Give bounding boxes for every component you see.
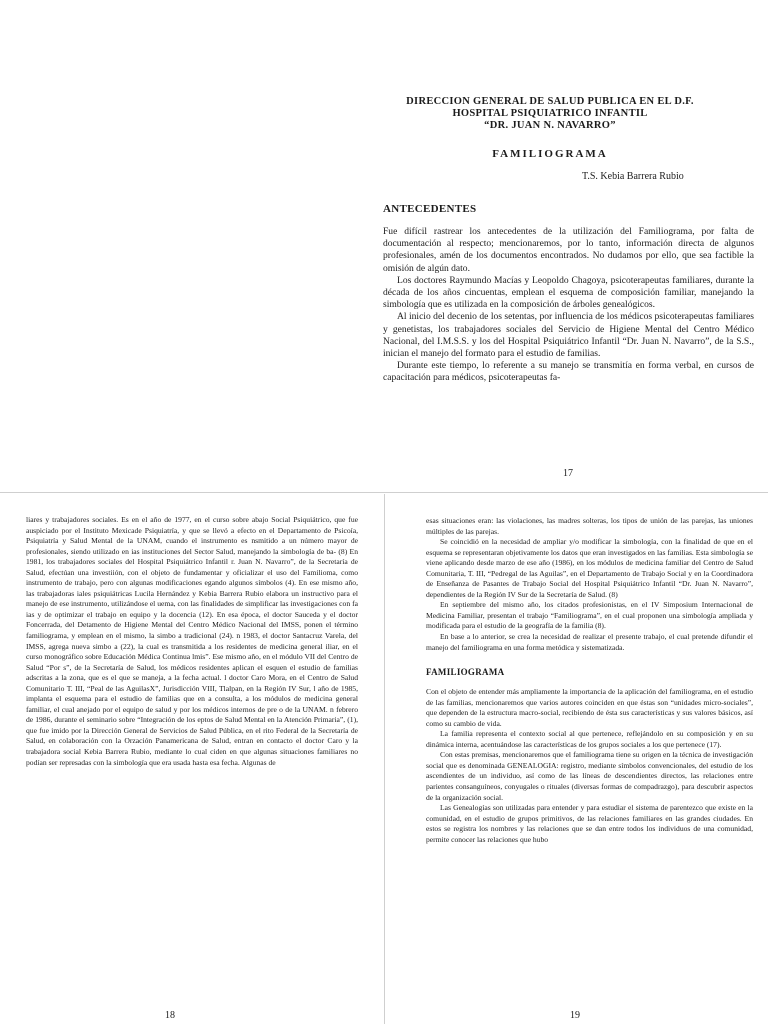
institution-header [360,96,740,132]
paragraph: Fue difícil rastrear los antecedentes de la utilización del Familiograma, por falta de documentación al respecto; mencionaremos, por lo tanto, información directa de algunos profesionales, amén de los documentos encontrados. No dudamos por ello, que sea factible la omisión de algún dato. [383,226,754,274]
antecedentes-body [383,226,754,385]
page-17 [0,0,768,490]
page-seam-horizontal [0,492,768,493]
header-line: HOSPITAL PSIQUIATRICO INFANTIL [452,108,648,119]
paragraph: En septiembre del mismo año, los citados profesionistas, en el IV Simposium Internacional de Medicina Familiar, presentan el trabajo “Familiograma”, en el cual proponen una simbología ampliada y modificada para el estudio de la geografía de la familia (8). [426,600,753,631]
page-number: 18 [165,1010,175,1021]
page-number: 17 [563,468,573,479]
paragraph: Las Genealogías son utilizadas para entender y para estudiar el sistema de parentezco que existe en la comunidad, en el estudio de grupos primitivos, de las relaciones familiares en las grandes ciudades. En estos se registra los nombres y las relaciones que se dan entre todos los individuos de una comunidad, permite conocer las relaciones que hubo [426,803,753,844]
document-title: FAMILIOGRAMA [492,148,608,160]
paragraph: Con el objeto de entender más ampliamente la importancia de la aplicación del familiograma, en el estudio de las familias, mencionaremos que varios autores coinciden en que éstas son “unidades micro-sociales”, que dependen de la estructura macro-social, recibiendo de ésta sus características y sus valores básicos, así como su cambio de vida. [426,687,753,728]
paragraph: Durante este tiempo, lo referente a su manejo se transmitía en forma verbal, en cursos de capacitación para médicos, psicoterapeutas fa- [383,360,754,384]
page-18 [0,494,384,1024]
section-heading-antecedentes: ANTECEDENTES [383,203,477,215]
page-19 [385,494,768,1024]
paragraph: En base a lo anterior, se crea la necesidad de realizar el presente trabajo, el cual pretende difundir el manejo del familiograma en una forma metódica y sistematizada. [426,632,753,652]
page-18-text: liares y trabajadores sociales. Es en el año de 1977, en el curso sobre abajo Social Psiquiátrico, que fue auspiciado por el Instituto Mexicade Psiquiatría, y que se llevó a efecto en el Departamento de Psicoía, Psiquiatría y Salud Mental de la UNAM, cuando el instrumento es nsmitido a un número mayor de profesionales, siendo utilizado en ias instituciones del Sector Salud, manejando la simbología de ba- (8) En 1981, los trabajadores sociales del Hospital Psiquiátrico Infantil r. Juan N. Navarro”, de la Secretaría de Salud, efectúan una investiión, con el objeto de fundamentar y oficializar el uso del Familioma, como instrumento de trabajo, pero con algunas modificaciones egando algunos símbolos (4). En ese mismo año, las trabajadoras iales psiquiátricas Lucila Hernández y Kebia Barrera Rubio elabora un instructivo para el manejo de ese instrumento, utilizándose el uema, con las finalidades de simplificar las investigaciones con fa ias y de optimizar el trabajo en equipo y la docencia (12). En esa época, el doctor Sauceda y el doctor Foncerrada, del Detamento de Higiene Mental del Centro Médico Nacional del IMSS, ponen el término familiograma, y emplean en el mismo, la simbo a tradicional (24). n 1983, el doctor Santacruz Varela, del IMSS, agrega nueva simbo a (22), la cual es transmitida a los residentes de medicina general iliar, en el curso monográfico sobre Educación Médica Continua lmis”. Ese mismo año, en el módulo VII del Centro de Salud “Por s”, de la Secretaría de Salud, los médicos residentes aplican el esquen el estudio de familias adscritas a la zona, que es el que se maneja, a la fecha actual. l doctor Caro Mora, en el Centro de Salud Comunitario T. III, “Peal de las AguilasX”, Jurisdicción VIII, Tlalpan, en la Región IV Sur, l año de 1985, implanta el esquema para el estudio de familias que en a consulta, a los módulos de medicina general familiar, el cual anejado por el equipo de salud y por los médicos internos de pre o de la UNAM. n febrero de 1986, durante el seminario sobre “Integración de los eptos de Salud Mental en la Atención Primaria”, (1), que fue imido por la Dirección General de Servicios de Salud Pública, en el rito Federal de la Secretaría de Salud, en colaboración con la Orzación Panamericana de Salud, entran en contacto el doctor Caro y la trabajadora social Kebia Barrera Rubio, mediante lo cual ciden en que algunas situaciones familiares no podían ser represadas con la simbología que era usada hasta esa fecha. Algunas de [26,515,358,767]
header-line: DIRECCION GENERAL DE SALUD PUBLICA EN EL D.F. [406,96,694,107]
paragraph: Los doctores Raymundo Macías y Leopoldo Chagoya, psicoterapeutas familiares, durante la década de los años cincuentas, emplean el esquema de composición familiar, manejando la simbología que es utilizada en la composición de árboles genealógicos. [383,274,754,311]
author-name: T.S. Kebia Barrera Rubio [582,171,684,182]
page-number: 19 [570,1010,580,1021]
paragraph: Con estas premisas, mencionaremos que el familiograma tiene su origen en la técnica de investigación social que es denominada GENEALOGIA: registro, mediante símbolos convencionales, del estudio de los ascendientes de un individuo, así como de las líneas de descendientes directos, las relaciones entre parientes consanguíneos, conyugales o rituales (diversas formas de compadrazgo), para descubrir aspectos de la organización social. [426,750,753,802]
section-heading-familiograma: FAMILIOGRAMA [426,667,505,678]
paragraph: Al inicio del decenio de los setentas, por influencia de los médicos psicoterapeutas familiares y genetistas, los trabajadores sociales del Servicio de Higiene Mental del Centro Médico Nacional, del I.M.S.S. y los del Hospital Psiquiátrico Infantil “Dr. Juan N. Navarro”, de la S.S., inician el manejo del formato para el estudio de familias. [383,311,754,360]
paragraph: La familia representa el contexto social al que pertenece, reflejándolo en su composición y en su dinámica interna, acentuándose las características de los grupos sociales a los que pertenece (17). [426,729,753,749]
paragraph: Se coincidió en la necesidad de ampliar y/o modificar la simbología, con la finalidad de que en el esquema se representaran objetivamente los datos que eran investigados en las familias. Esta simbología se viene aplicando desde marzo de ese año (1986), en los módulos de medicina familiar del Centro de Salud Comunitaria, T. III, “Pedregal de las Aguilas”, en el Departamento de Trabajo Social y en la Coordinadora de Enseñanza de Pasantes de Trabajo Social del Hospital Psiquiátrico Infantil “Dr. Juan N. Navarro”, dependientes de la Región IV Sur de la Secretaría de Salud. (8) [426,537,753,599]
header-line: “DR. JUAN N. NAVARRO” [484,120,616,131]
page-19-body [426,516,753,845]
paragraph: esas situaciones eran: las violaciones, las madres solteras, los tipos de unión de las parejas, las uniones múltiples de las parejas. [426,516,753,536]
